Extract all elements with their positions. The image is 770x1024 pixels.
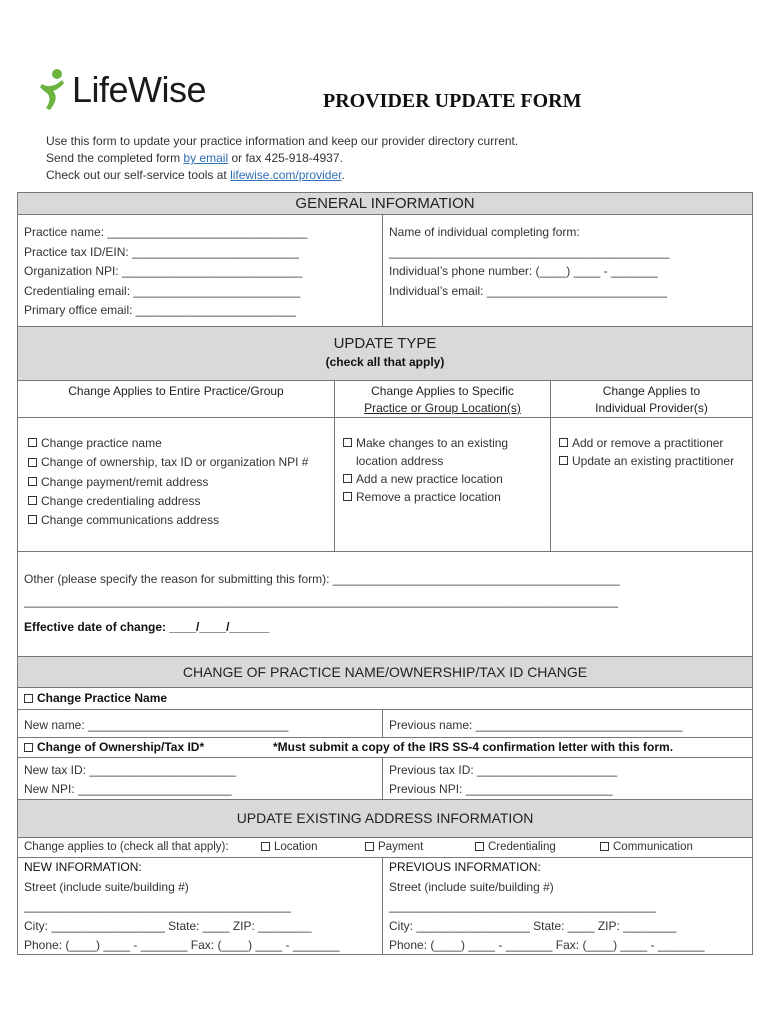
intro-text [46,133,518,184]
applies-to-label: Change applies to (check all that apply): [24,841,229,853]
ownership-row [18,738,752,758]
col-header-entire-practice: Change Applies to Entire Practice/Group [68,384,284,398]
person-icon [38,68,68,112]
practice-name-field[interactable]: Practice name: ______________________________ [24,225,308,239]
email-link[interactable]: by email [183,151,229,165]
option-label: Change payment/remit address [41,475,209,489]
new-address-column [18,858,382,954]
lifewise-logo [38,68,206,112]
intro-text-part: Check out our self-service tools at [46,168,231,182]
name-fields-row [18,710,752,738]
previous-npi-field[interactable]: Previous NPI: ______________________ [389,782,613,796]
checkbox[interactable] [28,515,37,524]
option-label: Change credentialing address [41,494,201,508]
col-header-specific-location [334,381,550,417]
address-fields-row [18,858,752,954]
provider-link[interactable]: lifewise.com/provider [230,168,342,182]
option-add-location[interactable] [343,470,542,488]
col3-header-line2: Individual Provider(s) [595,401,708,415]
new-info-header: NEW INFORMATION: [24,860,142,874]
name-ownership-header: CHANGE OF PRACTICE NAME/OWNERSHIP/TAX ID CHANGE [18,656,752,688]
option-change-location-address[interactable] [343,434,542,470]
intro-text-part: Send the completed form [46,151,184,165]
practice-tax-id-field[interactable]: Practice tax ID/EIN: _________________________ [24,244,299,259]
update-type-subtitle: (check all that apply) [325,355,445,369]
ownership-note: *Must submit a copy of the IRS SS-4 confirmation letter with this form. [273,740,674,754]
option-remove-location[interactable] [343,488,542,506]
previous-street-field[interactable]: ________________________________________ [389,899,656,913]
new-street-field[interactable]: ________________________________________ [24,899,291,913]
new-phone-fax-field[interactable]: Phone: (____) ____ - _______ Fax: (____) ____ - _______ [24,938,340,952]
intro-line-1: Use this form to update your practice information and keep our provider directory current. [46,134,519,148]
specific-location-options [334,418,550,551]
option-update-practitioner[interactable] [559,452,744,470]
checkbox[interactable] [343,474,352,483]
option-label: Credentialing [488,841,556,853]
option-label: Make changes to an existing location address [356,436,509,468]
checkbox[interactable] [559,456,568,465]
logo-text: LifeWise [72,69,207,110]
previous-info-header: PREVIOUS INFORMATION: [389,860,541,874]
new-street-label: Street (include suite/building #) [24,879,189,894]
general-info-header: GENERAL INFORMATION [18,193,752,215]
option-payment[interactable] [365,838,475,857]
change-ownership-checkbox[interactable] [18,738,273,757]
option-credentialing[interactable] [475,838,600,857]
other-reason-field[interactable]: Other (please specify the reason for submitting this form): ___________________________________________ [24,572,620,586]
update-type-header [18,327,752,381]
other-reason-section [18,552,752,656]
checkbox[interactable] [24,694,33,703]
completing-name-field[interactable]: __________________________________________ [389,244,670,259]
option-label: Change communications address [41,513,220,527]
col-header-individual-provider [550,381,752,417]
individual-provider-options [550,418,752,551]
option-label: Remove a practice location [356,490,501,504]
checkbox[interactable] [261,842,270,851]
previous-ids [382,758,752,799]
applies-to-row [18,838,752,858]
checkbox[interactable] [343,438,352,447]
option-label: Add or remove a practitioner [572,436,724,450]
checkbox[interactable] [24,743,33,752]
checkbox[interactable] [600,842,609,851]
option-change-credentialing-address[interactable] [28,492,326,510]
organization-npi-field[interactable]: Organization NPI: ___________________________ [24,264,303,278]
general-info-right [382,215,752,326]
previous-phone-fax-field[interactable]: Phone: (____) ____ - _______ Fax: (____) ____ - _______ [389,938,705,952]
option-change-payment-address[interactable] [28,473,326,491]
checkbox[interactable] [28,458,37,467]
option-label: Location [274,841,318,853]
tax-id-fields-row [18,758,752,800]
option-label: Payment [378,841,424,853]
checkbox-label: Change Practice Name [37,691,168,705]
checkbox[interactable] [475,842,484,851]
checkbox[interactable] [559,438,568,447]
change-name-row [18,688,752,710]
page-title: PROVIDER UPDATE FORM [323,90,582,112]
option-location[interactable] [261,838,365,857]
checkbox-label: Change of Ownership/Tax ID* [37,740,205,754]
col2-header-line1: Change Applies to Specific [371,384,514,398]
new-ids [18,758,382,799]
col3-header-line1: Change Applies to [602,384,701,398]
individual-phone-field[interactable]: Individual’s phone number: (____) ____ - _______ [389,264,658,278]
option-change-practice-name[interactable] [28,434,326,452]
address-header: UPDATE EXISTING ADDRESS INFORMATION [18,800,752,838]
previous-name-field[interactable]: Previous name: _______________________________ [382,710,752,737]
intro-line-3 [46,167,518,184]
update-type-col-headers [18,381,752,418]
new-tax-id-field[interactable]: New tax ID: ______________________ [24,763,237,777]
update-type-options [18,418,752,552]
intro-text-part: . [341,168,345,182]
option-label: Add a new practice location [356,472,503,486]
general-info-left [18,215,382,326]
option-label: Communication [613,841,693,853]
individual-email-field[interactable]: Individual’s email: ___________________________ [389,283,668,298]
previous-tax-id-field[interactable]: Previous tax ID: _____________________ [389,763,618,777]
entire-practice-options [18,418,334,551]
provider-form [17,192,753,955]
option-label: Change of ownership, tax ID or organization NPI # [41,455,309,469]
completing-name-label: Name of individual completing form: [389,225,580,239]
intro-line-2 [46,150,518,167]
other-reason-line-2[interactable]: _________________________________________________________________________________________ [24,594,618,608]
option-add-remove-practitioner[interactable] [559,434,744,452]
option-label: Change practice name [41,436,162,450]
change-practice-name-checkbox[interactable] [18,688,173,709]
checkbox[interactable] [343,492,352,501]
general-info-row [18,215,752,327]
checkbox[interactable] [28,477,37,486]
new-npi-field[interactable]: New NPI: _______________________ [24,782,232,796]
option-change-communications-address[interactable] [28,511,326,529]
previous-city-state-zip-field[interactable]: City: _________________ State: ____ ZIP: ________ [389,918,677,933]
option-change-ownership[interactable] [28,454,326,471]
col2-header-line2: Practice or Group Location(s) [364,401,521,415]
credentialing-email-field[interactable]: Credentialing email: _________________________ [24,283,301,298]
new-name-field[interactable]: New name: ______________________________ [24,718,289,732]
previous-address-column [382,858,752,954]
effective-date-field[interactable]: Effective date of change: ____/____/______ [24,620,270,634]
new-city-state-zip-field[interactable]: City: _________________ State: ____ ZIP: ________ [24,918,312,933]
checkbox[interactable] [28,438,37,447]
option-label: Update an existing practitioner [572,454,735,468]
previous-street-label: Street (include suite/building #) [389,879,554,894]
update-type-title: UPDATE TYPE [333,335,437,352]
option-communication[interactable] [600,838,693,857]
checkbox[interactable] [365,842,374,851]
primary-office-email-field[interactable]: Primary office email: ________________________ [24,303,296,317]
intro-text-part: or fax 425-918-4937. [228,151,343,165]
checkbox[interactable] [28,496,37,505]
